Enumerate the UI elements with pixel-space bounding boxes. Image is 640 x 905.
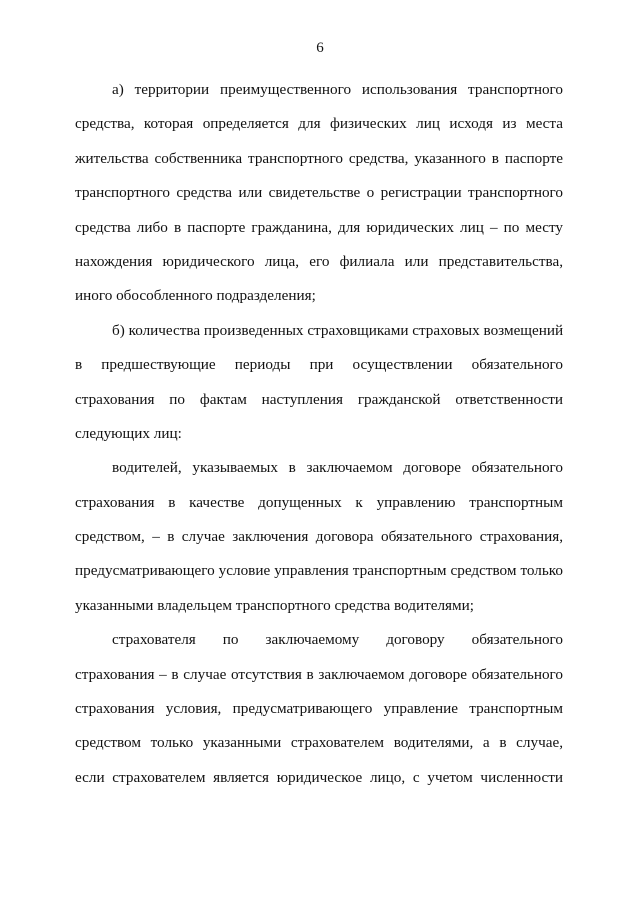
document-body (75, 73, 563, 795)
text-line: жительства собственника транспортного средства, указанного в паспорте (75, 149, 563, 167)
text-line: следующих лиц: (75, 424, 182, 442)
text-line: нахождения юридического лица, его филиала или представительства, (75, 252, 563, 270)
text-line: а) территории преимущественного использования транспортного (112, 81, 563, 98)
text-line: страхования – в случае отсутствия в заключаемом договоре обязательного (75, 665, 563, 683)
text-line: иного обособленного подразделения; (75, 287, 316, 305)
text-line: страхователя по заключаемому договору обязательного (112, 631, 563, 649)
text-line: страхования в качестве допущенных к управлению транспортным (75, 493, 563, 511)
text-line: в предшествующие периоды при осуществлении обязательного (75, 356, 563, 374)
text-line: средства либо в паспорте гражданина, для юридических лиц – по месту (75, 218, 563, 236)
text-line: средством только указанными страхователем водителями, а в случае, (75, 734, 563, 752)
text-line: страхования по фактам наступления гражданской ответственности (75, 390, 563, 408)
text-line: если страхователем является юридическое лицо, с учетом численности (75, 768, 563, 786)
text-line: указанными владельцем транспортного средства водителями; (75, 596, 474, 614)
text-line: б) количества произведенных страховщиками страховых возмещений (112, 321, 564, 339)
text-line: средства, которая определяется для физических лиц исходя из места (75, 115, 563, 133)
text-line: транспортного средства или свидетельстве о регистрации транспортного (75, 184, 563, 202)
text-line: страхования условия, предусматривающего управление транспортным (75, 700, 563, 718)
text-line: средством, – в случае заключения договора обязательного страхования, (75, 528, 563, 546)
text-line: водителей, указываемых в заключаемом договоре обязательного (112, 459, 563, 477)
text-line: предусматривающего условие управления транспортным средством только (75, 562, 563, 580)
page-number: 6 (316, 40, 324, 56)
